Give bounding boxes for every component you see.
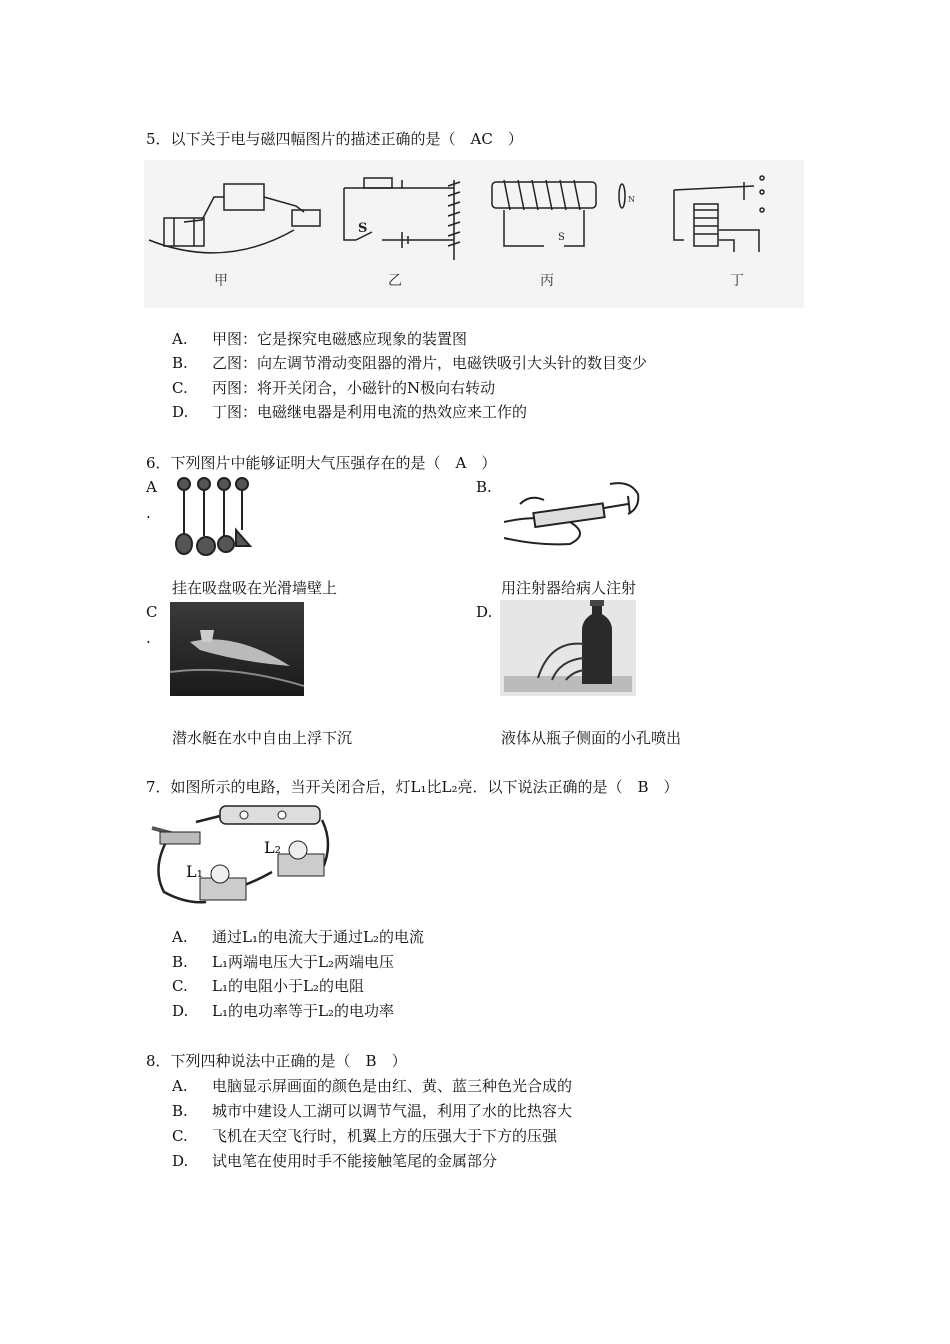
q6-option-c-caption: 潜水艇在水中自由上浮下沉 — [172, 729, 353, 747]
svg-text:S: S — [558, 232, 565, 243]
q6-option-c-letter: C — [146, 603, 158, 621]
q5-stem: 5．以下关于电与磁四幅图片的描述正确的是（ AC ） — [146, 130, 523, 148]
q5-option-a: A. 甲图：它是探究电磁感应现象的装置图 — [172, 330, 468, 348]
q8-stem: 8．下列四种说法中正确的是（ B ） — [146, 1052, 407, 1070]
q6-option-c-dot: . — [146, 629, 151, 647]
svg-text:N: N — [628, 195, 635, 204]
q5-figure-strip — [144, 160, 804, 308]
q7-l1-label: L₁ — [186, 862, 204, 881]
submarine-photo — [170, 602, 304, 696]
bottle-spouting-photo — [500, 600, 636, 696]
q5-option-b: B. 乙图：向左调节滑动变阻器的滑片，电磁铁吸引大头针的数目变少 — [172, 354, 648, 372]
q8-option-a: A. 电脑显示屏画面的颜色是由红、黄、蓝三种色光合成的 — [172, 1077, 573, 1095]
q7-l2-label: L₂ — [264, 838, 282, 857]
q7-option-d: D. L₁的电功率等于L₂的电功率 — [172, 1002, 394, 1020]
q5-option-c: C. 丙图：将开关闭合，小磁针的N极向右转动 — [172, 379, 496, 397]
q7-circuit-photo — [146, 800, 336, 910]
q6-stem: 6．下列图片中能够证明大气压强存在的是（ A ） — [146, 454, 497, 472]
q7-option-c: C. L₁的电阻小于L₂的电阻 — [172, 977, 364, 995]
fig-jia-label: 甲 — [214, 273, 228, 289]
q6-option-a-dot: . — [146, 504, 151, 522]
fig-bing-label: 丙 — [540, 273, 554, 289]
q6-option-d-letter: D. — [476, 603, 493, 621]
q5-option-d: D. 丁图：电磁继电器是利用电流的热效应来工作的 — [172, 403, 528, 421]
q8-option-d: D. 试电笔在使用时手不能接触笔尾的金属部分 — [172, 1152, 498, 1170]
q7-option-a: A. 通过L₁的电流大于通过L₂的电流 — [172, 928, 424, 946]
q7-stem: 7．如图所示的电路，当开关闭合后，灯L₁比L₂亮．以下说法正确的是（ B ） — [146, 778, 679, 796]
q6-option-a-caption: 挂在吸盘吸在光滑墙壁上 — [172, 579, 338, 597]
suction-cup-hooks-photo — [170, 474, 254, 560]
q6-option-a-letter: A — [146, 478, 157, 496]
q7-option-b: B. L₁两端电压大于L₂两端电压 — [172, 953, 394, 971]
svg-text:S: S — [358, 221, 368, 236]
q8-option-b: B. 城市中建设人工湖可以调节气温，利用了水的比热容大 — [172, 1102, 573, 1120]
fig-ding-label: 丁 — [730, 273, 744, 289]
q6-option-d-caption: 液体从瓶子侧面的小孔喷出 — [501, 729, 682, 747]
q8-option-c: C. 飞机在天空飞行时，机翼上方的压强大于下方的压强 — [172, 1127, 558, 1145]
syringe-injection-photo — [500, 474, 646, 564]
fig-yi-label: 乙 — [388, 273, 402, 289]
q6-option-b-caption: 用注射器给病人注射 — [501, 579, 637, 597]
q6-option-b-letter: B. — [476, 478, 492, 496]
